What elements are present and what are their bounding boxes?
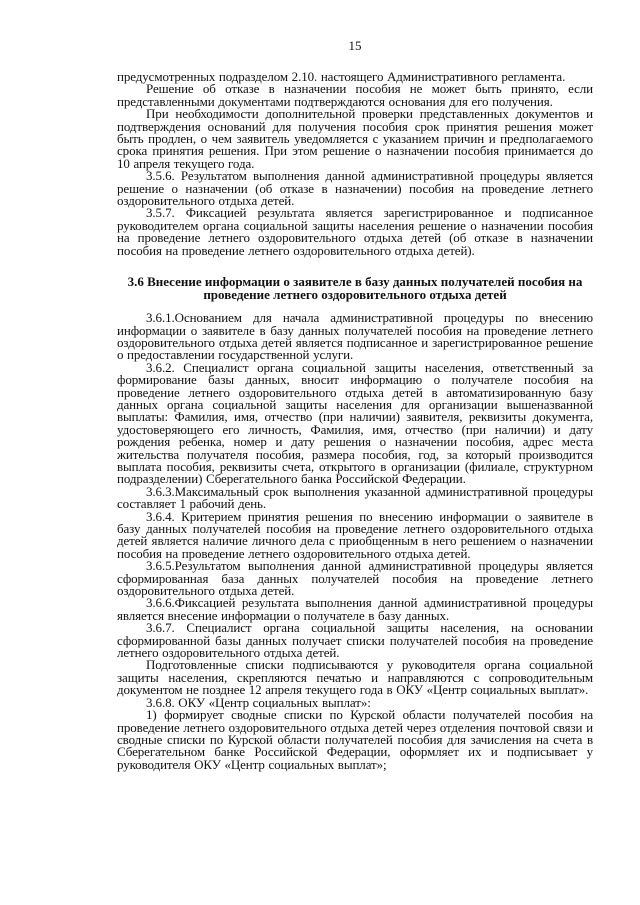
- paragraph: 3.6.5.Результатом выполнения данной административной процедуры является сформированная база данных получателей пособия на проведение летнего оздоровительного отдыха детей.: [117, 558, 593, 599]
- paragraph: 3.6.1.Основанием для начала административной процедуры по внесению информации о заявителе в базу данных получателей пособия на проведение летнего оздоровительного отдыха детей является подписанное и зарегистрированное решение о предоставлении государственной услуги.: [117, 310, 593, 363]
- paragraph: 3.6.2. Специалист органа социальной защиты населения, ответственный за формирование базы данных, вносит информацию о получателе пособия на проведение летнего оздоровительного отдыха детей в автоматизированную базу данных органа социальной защиты населения для организации вышеназванной выплаты: Фамилия, имя, отчество (при наличии) заявителя, реквизиты документа, удостоверяющего его личность, Фамилия, имя, отчество (при наличии) и дату рождения ребенка, номер и дату решения о назначении пособия, адрес места жительства получателя пособия, размера пособия, год, за который производится выплата пособия, реквизиты счета, открытого в организации (филиале, структурном подразделении) Сберегательного банка Российской Федерации.: [117, 359, 593, 487]
- paragraph: 3.6.4. Критерием принятия решения по внесению информации о заявителе в базу данных получателей пособия на проведение летнего оздоровительного отдыха детей является наличие личного дела с приобщенным в него решением о назначении пособия на проведение летнего оздоровительного отдыха детей.: [117, 508, 593, 561]
- paragraph: При необходимости дополнительной проверки представленных документов и подтверждения оснований для получения пособия срок принятия решения может быть продлен, о чем заявитель уведомляется с указанием причин и предполагаемого срока принятия решения. При этом решение о назначении пособия принимается до 10 апреля текущего года.: [117, 106, 593, 171]
- paragraph: 3.5.6. Результатом выполнения данной административной процедуры является решение о назначении (об отказе в назначении) пособия на проведение летнего оздоровительного отдыха детей.: [117, 168, 593, 209]
- paragraph: Подготовленные списки подписываются у руководителя органа социальной защиты населения, скрепляются печатью и направляются с сопроводительным документом не позднее 12 апреля текущего года в ОКУ «Центр социальных выплат».: [117, 657, 593, 698]
- section-heading: 3.6 Внесение информации о заявителе в базу данных получателей пособия на проведение летнего оздоровительного отдыха детей: [127, 274, 583, 303]
- paragraph: Решение об отказе в назначении пособия не может быть принято, если представленными документами подтверждаются основания для его получения.: [117, 81, 593, 109]
- paragraph: 3.6.3.Максимальный срок выполнения указанной административной процедуры составляет 1 рабочий день.: [117, 483, 593, 512]
- page-number: 15: [348, 38, 362, 53]
- paragraph: предусмотренных подразделом 2.10. настоящего Административного регламента.: [117, 69, 566, 84]
- paragraph: 3.5.7. Фиксацией результата является зарегистрированное и подписанное руководителем органа социальной защиты населения решение о назначении пособия на проведение летнего оздоровительного отдыха детей (об отказе в назначении пособия на проведение летнего оздоровительного отдыха детей).: [117, 205, 593, 258]
- paragraph: 3.6.6.Фиксацией результата выполнения данной административной процедуры является внесение информации о получателе в базу данных.: [117, 595, 593, 623]
- document-page: [117, 38, 593, 771]
- paragraph: 3.6.7. Специалист органа социальной защиты населения, на основании сформированной базы данных получает списки получателей пособия на проведение летнего оздоровительного отдыха детей.: [117, 620, 593, 661]
- paragraph: 3.6.8. ОКУ «Центр социальных выплат»:: [146, 694, 371, 710]
- paragraph: 1) формирует сводные списки по Курской области получателей пособия на проведение летнего оздоровительного отдыха детей через отделения почтовой связи и сводные списки по Курской области получателей пособия для зачисления на счета в Сберегательном банке Российской Федерации, оформляет их и подписывает у руководителя ОКУ «Центр социальных выплат»;: [117, 707, 593, 772]
